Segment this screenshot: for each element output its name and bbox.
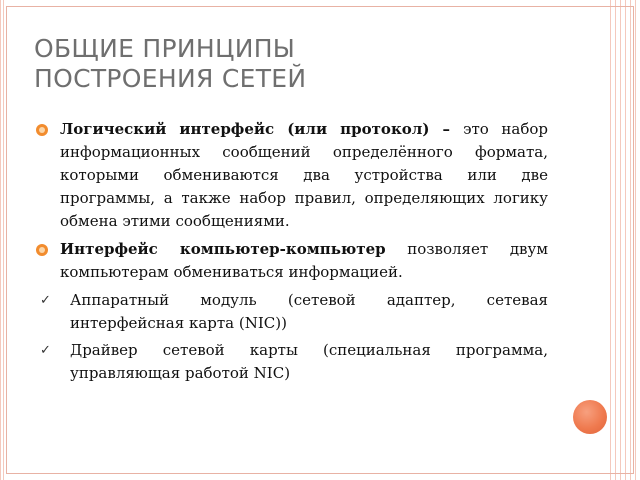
check-icon: ✓ [40, 343, 51, 358]
bullet-item-logical-interface [36, 118, 548, 233]
sub-item-text: Драйвер сетевой карты (специальная программа, управляющая работой NIC) [70, 341, 548, 382]
bullet-item-computer-interface [36, 238, 548, 284]
decorative-circle-icon [573, 400, 607, 434]
slide-title [34, 34, 554, 94]
bullet-icon [36, 244, 48, 256]
sub-item-text: Аппаратный модуль (сетевой адаптер, сетевая интерфейсная карта (NIC)) [70, 291, 548, 332]
bullet-text: это набор информационных сообщений определённого формата, которыми обмениваются два устройства или две программы, а также набор правил, определяющих логику обмена этими сообщениями. [60, 120, 548, 230]
sub-item-hardware-module [36, 289, 548, 335]
bullet-text: позволяет двум компьютерам обмениваться информацией. [60, 240, 548, 281]
sub-item-network-driver [36, 339, 548, 385]
title-line-2: ПОСТРОЕНИЯ СЕТЕЙ [34, 64, 307, 93]
slide-content [36, 118, 548, 389]
bullet-bold-text: Логический интерфейс (или протокол) – [60, 120, 464, 138]
bullet-icon [36, 124, 48, 136]
title-line-1: ОБЩИЕ ПРИНЦИПЫ [34, 34, 296, 63]
bullet-bold-text: Интерфейс компьютер-компьютер [60, 240, 386, 258]
check-icon: ✓ [40, 293, 51, 308]
